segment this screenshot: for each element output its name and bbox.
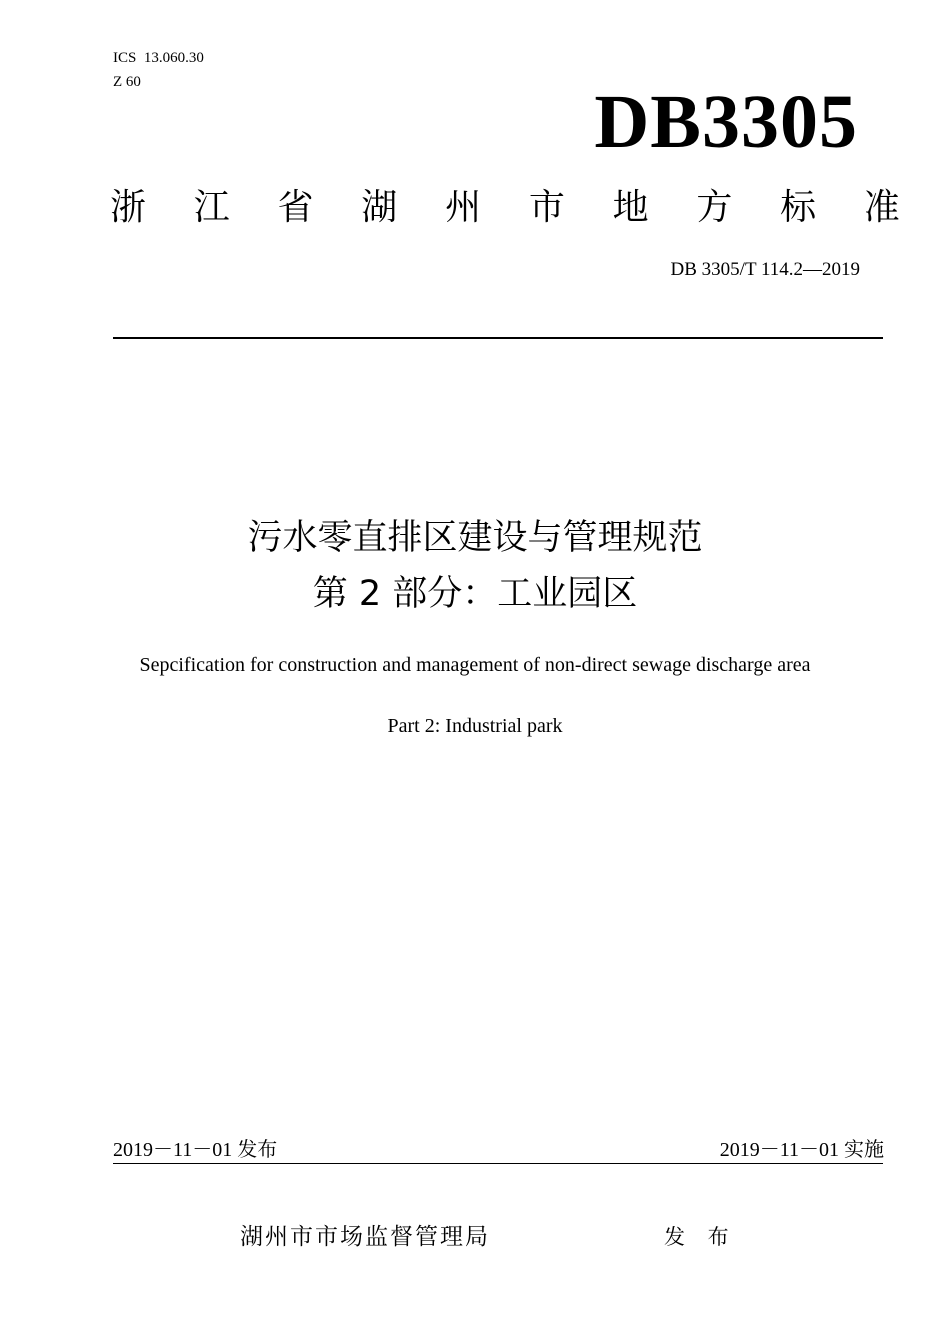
ics-code: ICS 13.060.30: [113, 50, 204, 66]
standard-category-char: 省: [277, 187, 314, 228]
standard-category-char: 州: [445, 187, 482, 228]
standard-category-char: 市: [528, 187, 565, 228]
standard-category-char: 准: [863, 187, 900, 228]
publish-label: 发 布: [664, 1225, 737, 1249]
title-english-part: Part 2: Industrial park: [387, 715, 563, 737]
standard-category-char: 标: [780, 187, 817, 228]
standard-category-char: 湖: [361, 187, 398, 228]
standard-category-char: 方: [696, 187, 733, 228]
ccs-code: Z 60: [113, 74, 141, 90]
footer-divider: [113, 1163, 883, 1164]
issue-date: 2019－11－01 发布: [113, 1139, 278, 1161]
standard-category-char: 地: [612, 187, 649, 228]
title-chinese-part: 第 2 部分：工业园区: [312, 574, 638, 614]
standard-category-char: 江: [193, 187, 230, 228]
title-chinese-main: 污水零直排区建设与管理规范: [247, 518, 703, 558]
header-divider: [113, 337, 883, 339]
title-english-main: Sepcification for construction and management of non-direct sewage discharge area: [139, 654, 811, 676]
db-code-heading: DB3305: [594, 80, 858, 164]
standard-number: DB 3305/T 114.2—2019: [670, 259, 860, 280]
implementation-date: 2019－11－01 实施: [719, 1139, 884, 1161]
publisher-name: 湖州市市场监督管理局: [240, 1224, 490, 1250]
standard-category: [110, 184, 900, 232]
standard-category-char: 浙: [110, 187, 147, 228]
